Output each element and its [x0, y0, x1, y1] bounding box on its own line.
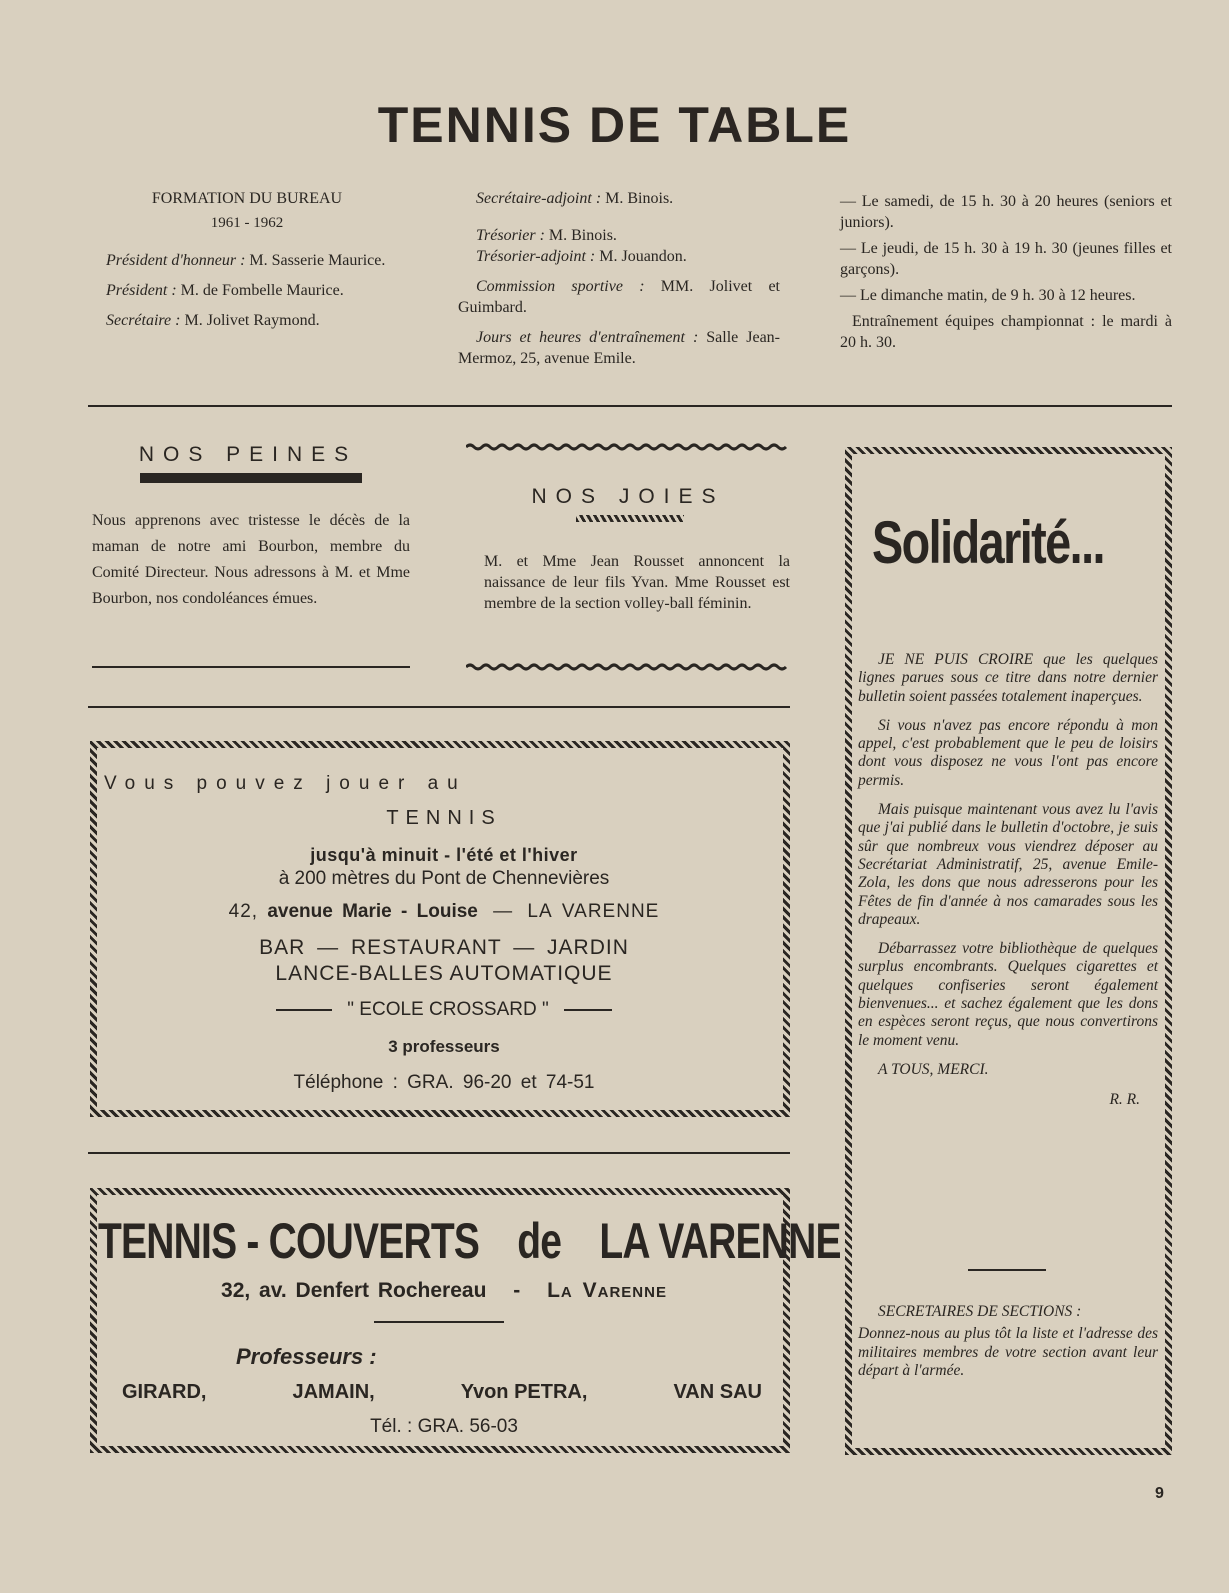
president-honneur: Président d'honneur : M. Sasserie Maurice.: [106, 252, 386, 269]
middle-divider: [88, 706, 790, 708]
ad1-line8: " ECOLE CROSSARD ": [104, 999, 784, 1021]
secretaires-heading: SECRETAIRES DE SECTIONS :: [878, 1303, 1082, 1320]
joies-text: M. et Mme Jean Rousset annoncent la naissance de leur fils Yvan. Mme Rousset est membre de la section volley-ball féminin.: [484, 553, 790, 612]
ad-divider: [88, 1152, 790, 1154]
solidarite-p4: Débarrassez votre bibliothèque de quelques surplus encombrants. Quelques cigarettes et quelques confiseries seront également bienvenues... et sachez également que les dons en espèces seront reçus, que nous convertirons le moment venu.: [858, 940, 1158, 1049]
tresorier-adjoint: Trésorier-adjoint : M. Jouandon.: [476, 248, 687, 265]
top-divider: [88, 405, 1172, 407]
bureau-years: 1961 - 1962: [210, 215, 284, 231]
ad2-address: 32, av. Denfert Rochereau - La Varenne: [221, 1279, 667, 1302]
ad2-professeurs-label: Professeurs :: [236, 1344, 377, 1369]
ad2-title: TENNIS - COUVERTS de LA VARENNE: [98, 1213, 841, 1269]
bureau-column-2: [458, 188, 780, 378]
solidarite-divider: [968, 1269, 1046, 1271]
ad-tennis-jouer: [90, 741, 790, 1117]
secretaires-section: [858, 1303, 1158, 1380]
prof-girard: GIRARD,: [122, 1381, 207, 1403]
solidarite-title: Solidarité...: [872, 509, 1104, 576]
joies-heading-bar: [576, 515, 684, 522]
ad1-line3: jusqu'à minuit - l'été et l'hiver: [310, 845, 578, 865]
joies-wave-bottom: [466, 663, 790, 671]
president: Président : M. de Fombelle Maurice.: [106, 282, 344, 299]
solidarite-p2: Si vous n'avez pas encore répondu à mon appel, c'est probablement que le peu de loisirs dont vous disposez ne vous l'ont pas encore permis.: [858, 716, 1158, 789]
ad1-line1: Vous pouvez jouer au: [104, 773, 467, 794]
secretaire-adjoint: Secrétaire-adjoint : M. Binois.: [476, 190, 674, 207]
ad2-professeurs: [122, 1381, 762, 1404]
jours-entrainement: Jours et heures d'entraînement : Salle Jean-Mermoz, 25, avenue Emile.: [458, 329, 780, 367]
schedule-championnat: Entraînement équipes championnat : le mardi à 20 h. 30.: [840, 313, 1172, 351]
peines-divider: [92, 666, 410, 668]
prof-jamain: JAMAIN,: [292, 1381, 375, 1403]
page-number: 9: [1155, 1485, 1164, 1502]
peines-text: Nous apprenons avec tristesse le décès de la maman de notre ami Bourbon, membre du Comité Directeur. Nous adressons à M. et Mme Bourbon, nos condoléances émues.: [92, 512, 410, 607]
page-title: TENNIS DE TABLE: [377, 97, 852, 153]
solidarite-p1: JE NE PUIS CROIRE que les quelques lignes parues sous ce titre dans notre dernier bulletin soient passées totalement inaperçues.: [858, 651, 1158, 705]
ad1-line10: Téléphone : GRA. 96-20 et 74-51: [293, 1072, 595, 1093]
prof-petra: Yvon PETRA,: [460, 1381, 588, 1403]
schedule-column: [840, 191, 1172, 362]
ad2-divider: [374, 1321, 504, 1323]
secretaires-text: Donnez-nous au plus tôt la liste et l'adresse des militaires membres de votre section avant leur départ à l'armée.: [858, 1325, 1158, 1379]
schedule-jeudi: — Le jeudi, de 15 h. 30 à 19 h. 30 (jeunes filles et garçons).: [840, 240, 1172, 278]
peines-heading-bar: [140, 473, 362, 483]
secretaire: Secrétaire : M. Jolivet Raymond.: [106, 312, 320, 329]
schedule-samedi: — Le samedi, de 15 h. 30 à 20 heures (seniors et juniors).: [840, 193, 1172, 231]
tresorier: Trésorier : M. Binois.: [476, 227, 617, 244]
solidarite-p3: Mais puisque maintenant vous avez lu l'avis que j'ai publié dans le bulletin d'octobre, je suis sûr que nombreux vous viendrez déposer au Secrétariat Administratif, 25, avenue Emile-Zola, les dons que nous adresserons pour les Fêtes de fin d'année à nos camarades sous les drapeaux.: [858, 801, 1158, 928]
ad1-line6: BAR — RESTAURANT — JARDIN: [259, 936, 629, 959]
peines-section: [88, 443, 408, 467]
joies-wave-top: [466, 443, 790, 451]
ad1-line9: 3 professeurs: [388, 1037, 500, 1056]
ad1-line2: TENNIS: [386, 807, 502, 829]
solidarite-merci: A TOUS, MERCI.: [878, 1060, 989, 1078]
ad1-line5: 42, avenue Marie - Louise — LA VARENNE: [228, 901, 660, 922]
ad1-line7: LANCE-BALLES AUTOMATIQUE: [275, 962, 613, 985]
commission-sportive: Commission sportive : MM. Jolivet et Guimbard.: [458, 278, 780, 316]
solidarite-body: [858, 651, 1158, 1121]
peines-heading: NOS PEINES: [138, 443, 358, 466]
bureau-heading: FORMATION DU BUREAU: [151, 190, 343, 207]
ad2-tel: Tél. : GRA. 56-03: [370, 1416, 518, 1437]
bureau-column: [88, 188, 406, 340]
ad1-line4: à 200 mètres du Pont de Chennevières: [278, 868, 610, 889]
joies-heading: NOS JOIES: [531, 485, 725, 508]
schedule-dimanche: — Le dimanche matin, de 9 h. 30 à 12 heures.: [840, 287, 1136, 304]
prof-vansau: VAN SAU: [673, 1381, 762, 1403]
joies-section: [466, 485, 790, 509]
solidarite-signature: R. R.: [1109, 1091, 1140, 1109]
